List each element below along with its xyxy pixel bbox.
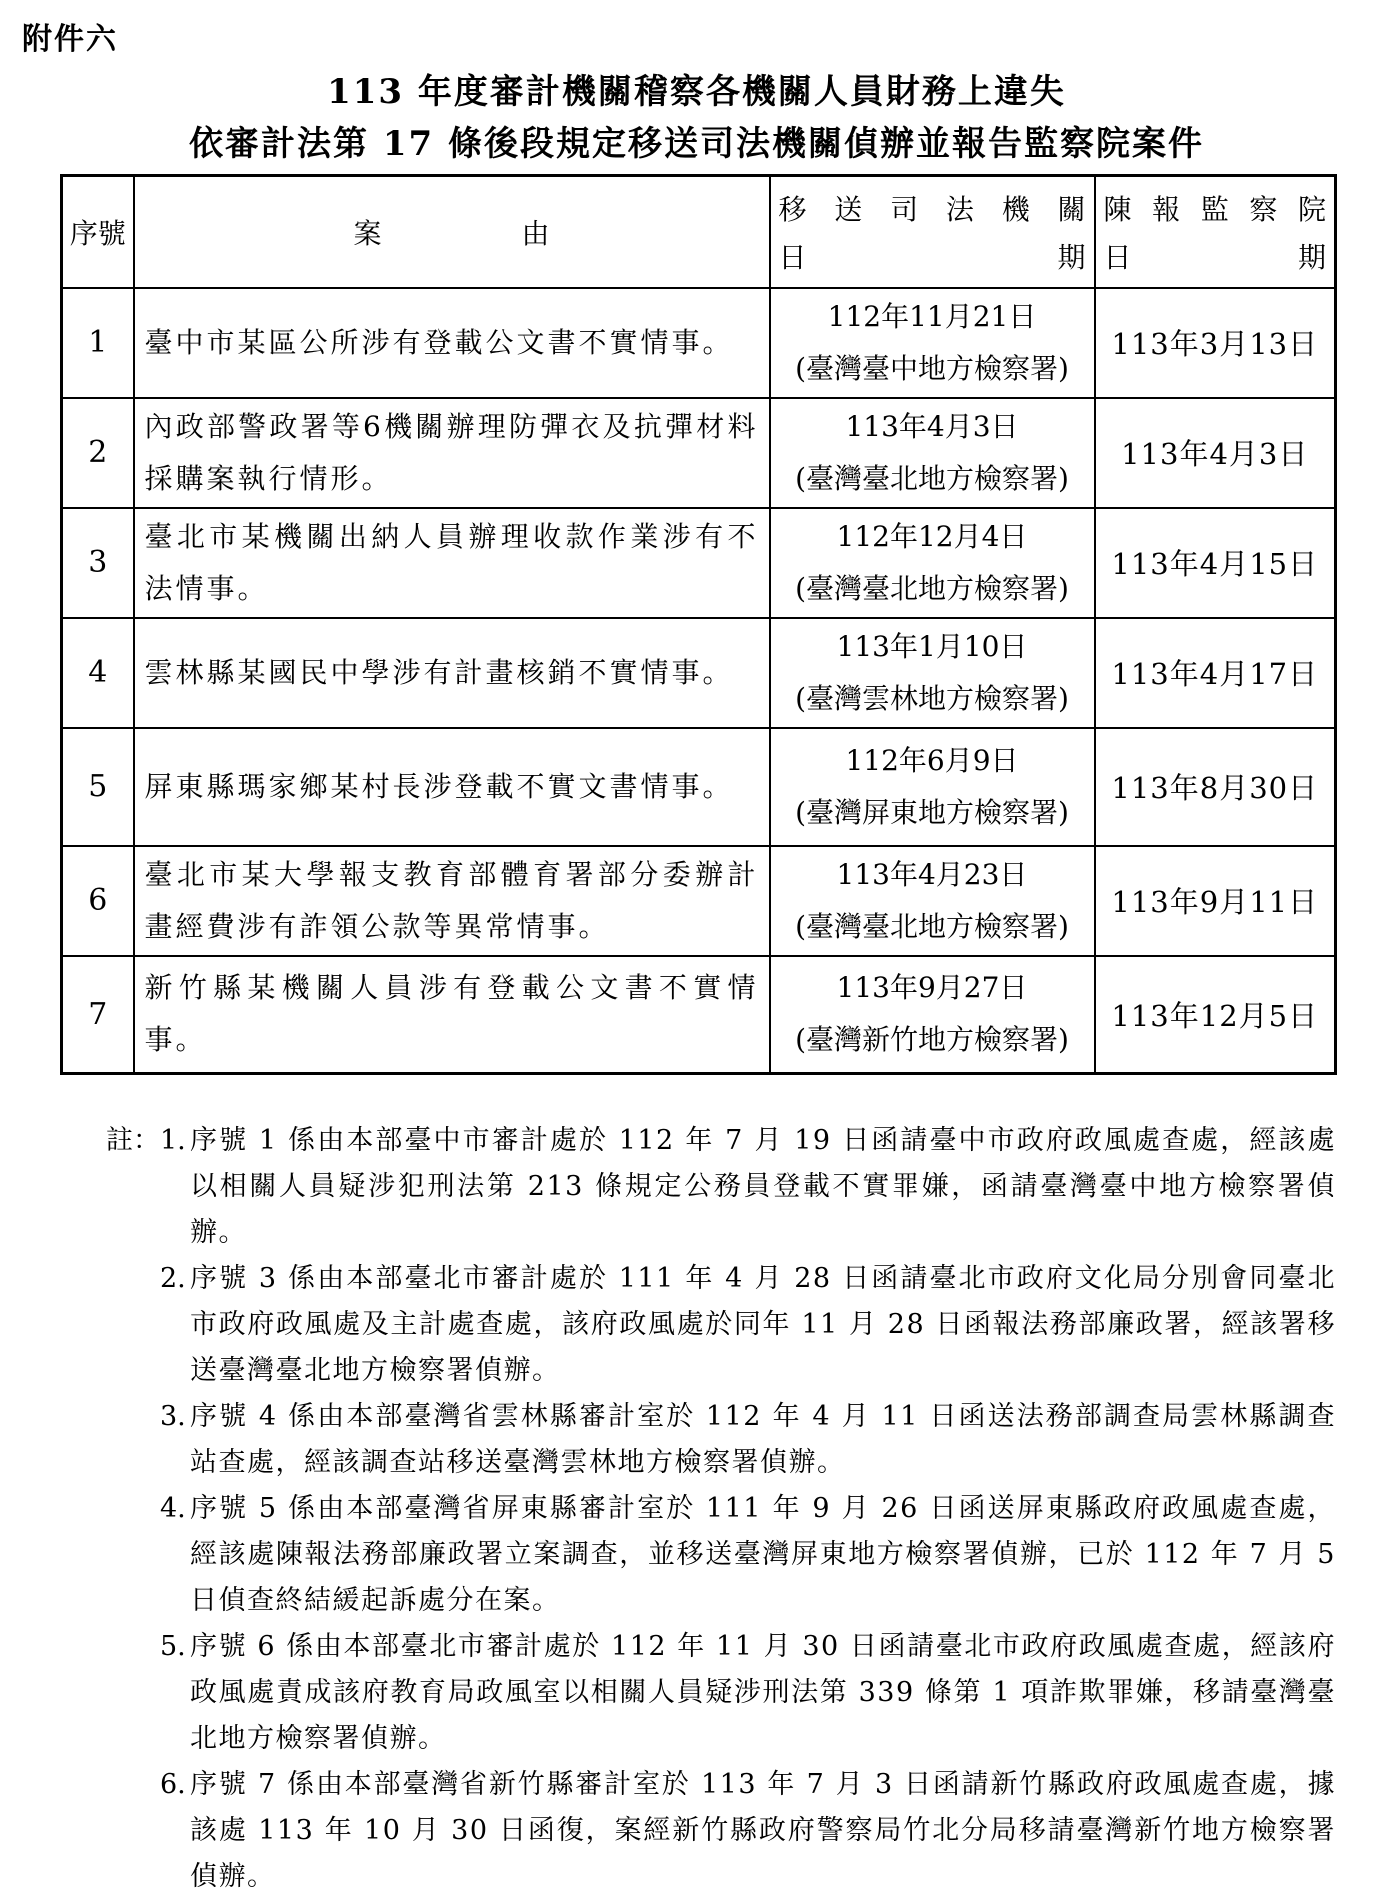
table-row xyxy=(62,508,1336,618)
table-row xyxy=(62,288,1336,398)
note-text: 序號 3 係由本部臺北市審計處於 111 年 4 月 28 日函請臺北市政府文化局分別會同臺北市政府政風處及主計處查處，該府政風處於同年 11 月 28 日函報法務部廉政署，經該署移送臺灣臺北地方檢察署偵辦。 xyxy=(190,1263,1336,1386)
note-number: 5. xyxy=(160,1631,186,1662)
header-case-reason: 案由 xyxy=(134,176,770,288)
row-transfer-cell xyxy=(770,288,1095,398)
row-report-date: 113年4月17日 xyxy=(1095,618,1336,728)
row-report-date: 113年3月13日 xyxy=(1095,288,1336,398)
row-transfer-cell xyxy=(770,846,1095,956)
attachment-label: 附件六 xyxy=(22,22,118,57)
row-transfer-cell xyxy=(770,618,1095,728)
row-case-reason: 新竹縣某機關人員涉有登載公文書不實情事。 xyxy=(134,956,770,1074)
row-transfer-agency: (臺灣臺北地方檢察署) xyxy=(795,571,1069,605)
row-report-date: 113年4月3日 xyxy=(1095,398,1336,508)
row-report-date: 113年12月5日 xyxy=(1095,956,1336,1074)
document-title-line-1: 113 年度審計機關稽察各機關人員財務上違失 xyxy=(327,72,1066,112)
row-transfer-agency: (臺灣臺北地方檢察署) xyxy=(795,461,1069,495)
table-row xyxy=(62,728,1336,846)
note-number: 6. xyxy=(160,1769,186,1800)
row-transfer-date: 112年6月9日 xyxy=(845,743,1019,777)
row-transfer-agency: (臺灣屏東地方檢察署) xyxy=(795,795,1069,829)
header-report-date-bottom: 日 期 xyxy=(1103,240,1326,274)
row-transfer-agency: (臺灣臺中地方檢察署) xyxy=(795,351,1069,385)
row-serial-number: 6 xyxy=(62,846,134,956)
notes-section xyxy=(64,1118,1336,1900)
row-transfer-cell xyxy=(770,398,1095,508)
row-serial-number: 7 xyxy=(62,956,134,1074)
row-transfer-date: 113年1月10日 xyxy=(836,629,1028,663)
note-text: 序號 5 係由本部臺灣省屏東縣審計室於 111 年 9 月 26 日函送屏東縣政府政風處查處，經該處陳報法務部廉政署立案調查，並移送臺灣屏東地方檢察署偵辦，已於 112 年 7 月 5 日偵查終結緩起訴處分在案。 xyxy=(190,1493,1336,1616)
table-row xyxy=(62,618,1336,728)
header-report-date xyxy=(1095,176,1336,288)
header-transfer-date-top: 移 送 司 法 機 關 xyxy=(778,192,1086,226)
row-serial-number: 5 xyxy=(62,728,134,846)
row-report-date: 113年4月15日 xyxy=(1095,508,1336,618)
row-transfer-date: 113年9月27日 xyxy=(836,971,1028,1005)
header-transfer-date xyxy=(770,176,1095,288)
note-number: 1. xyxy=(160,1125,186,1156)
note-item xyxy=(64,1256,1336,1394)
note-item xyxy=(64,1486,1336,1624)
table-row xyxy=(62,956,1336,1074)
note-item xyxy=(64,1394,1336,1486)
header-report-date-top: 陳 報 監 察 院 xyxy=(1103,192,1326,226)
row-transfer-date: 113年4月3日 xyxy=(845,409,1019,443)
row-serial-number: 2 xyxy=(62,398,134,508)
row-case-reason: 臺中市某區公所涉有登載公文書不實情事。 xyxy=(134,288,770,398)
document-title-line-2: 依審計法第 17 條後段規定移送司法機關偵辦並報告監察院案件 xyxy=(189,124,1204,164)
row-case-reason: 內政部警政署等6機關辦理防彈衣及抗彈材料採購案執行情形。 xyxy=(134,398,770,508)
row-case-reason: 臺北市某機關出納人員辦理收款作業涉有不法情事。 xyxy=(134,508,770,618)
header-serial-number: 序號 xyxy=(62,176,134,288)
row-serial-number: 1 xyxy=(62,288,134,398)
row-transfer-agency: (臺灣雲林地方檢察署) xyxy=(795,681,1069,715)
header-transfer-date-bottom: 日 期 xyxy=(778,240,1086,274)
note-number: 2. xyxy=(160,1263,186,1294)
note-number: 3. xyxy=(160,1401,186,1432)
note-text: 序號 7 係由本部臺灣省新竹縣審計室於 113 年 7 月 3 日函請新竹縣政府政風處查處，據該處 113 年 10 月 30 日函復，案經新竹縣政府警察局竹北分局移請臺灣新竹地方檢察署偵辦。 xyxy=(190,1769,1336,1892)
row-report-date: 113年9月11日 xyxy=(1095,846,1336,956)
note-text: 序號 6 係由本部臺北市審計處於 112 年 11 月 30 日函請臺北市政府政風處查處，經該府政風處責成該府教育局政風室以相關人員疑涉刑法第 339 條第 1 項詐欺罪嫌，移請臺灣臺北地方檢察署偵辦。 xyxy=(190,1631,1336,1754)
note-text: 序號 1 係由本部臺中市審計處於 112 年 7 月 19 日函請臺中市政府政風處查處，經該處以相關人員疑涉犯刑法第 213 條規定公務員登載不實罪嫌，函請臺灣臺中地方檢察署偵辦。 xyxy=(190,1125,1336,1248)
note-item xyxy=(64,1118,1336,1256)
note-number: 4. xyxy=(160,1493,186,1524)
table-row xyxy=(62,846,1336,956)
row-transfer-cell xyxy=(770,728,1095,846)
row-transfer-date: 113年4月23日 xyxy=(836,857,1028,891)
table-header-row xyxy=(62,176,1336,288)
row-transfer-date: 112年12月4日 xyxy=(836,519,1028,553)
table-row xyxy=(62,398,1336,508)
row-case-reason: 屏東縣瑪家鄉某村長涉登載不實文書情事。 xyxy=(134,728,770,846)
row-serial-number: 3 xyxy=(62,508,134,618)
row-serial-number: 4 xyxy=(62,618,134,728)
note-item xyxy=(64,1762,1336,1900)
row-transfer-date: 112年11月21日 xyxy=(827,299,1037,333)
row-transfer-cell xyxy=(770,956,1095,1074)
note-text: 序號 4 係由本部臺灣省雲林縣審計室於 112 年 4 月 11 日函送法務部調查局雲林縣調查站查處，經該調查站移送臺灣雲林地方檢察署偵辦。 xyxy=(190,1401,1336,1478)
row-case-reason: 雲林縣某國民中學涉有計畫核銷不實情事。 xyxy=(134,618,770,728)
row-transfer-cell xyxy=(770,508,1095,618)
note-item xyxy=(64,1624,1336,1762)
row-transfer-agency: (臺灣臺北地方檢察署) xyxy=(795,909,1069,943)
row-report-date: 113年8月30日 xyxy=(1095,728,1336,846)
row-case-reason: 臺北市某大學報支教育部體育署部分委辦計畫經費涉有詐領公款等異常情事。 xyxy=(134,846,770,956)
cases-table xyxy=(60,174,1337,1075)
row-transfer-agency: (臺灣新竹地方檢察署) xyxy=(795,1023,1069,1057)
notes-prefix: 註： xyxy=(106,1125,160,1156)
